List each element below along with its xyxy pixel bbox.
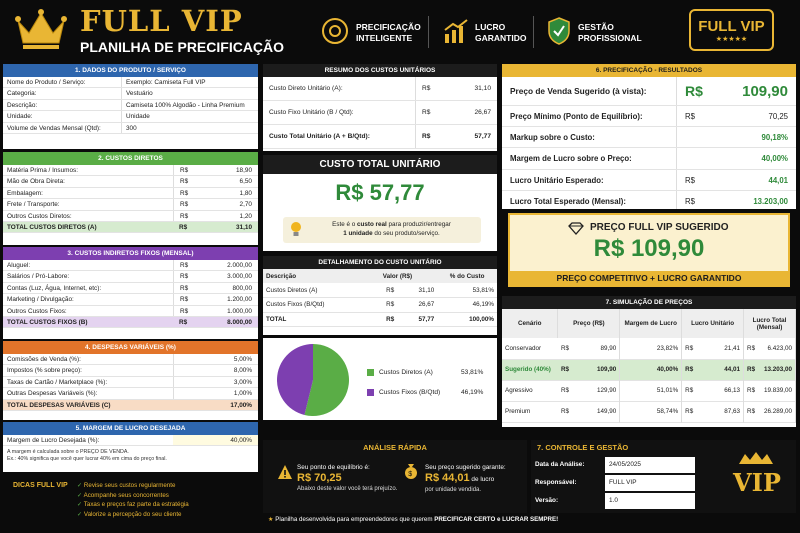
row-label: Lucro Unitário Esperado: (502, 170, 677, 190)
field-value[interactable]: Exemplo: Camiseta Full VIP (121, 77, 258, 87)
breakeven-value: R$ 70,25 (297, 472, 342, 484)
table-row (3, 111, 258, 122)
field-value[interactable]: 300 (121, 123, 258, 133)
currency: R$ (173, 306, 203, 316)
column-header: Preço (R$) (558, 309, 620, 338)
sim-margin: 58,74% (620, 401, 682, 422)
summary-value: 31,10 (474, 85, 491, 92)
tips-title: DICAS FULL VIP (13, 482, 68, 489)
row-label: Nome do Produto / Serviço: (7, 79, 86, 86)
control-input[interactable]: FULL VIP (605, 475, 695, 491)
table-row[interactable] (502, 338, 796, 359)
table-row (3, 306, 258, 317)
legend-swatch (367, 389, 374, 396)
pie-svg (275, 342, 351, 418)
row-label: Responsável: (535, 479, 577, 486)
vip-title: PREÇO FULL VIP SUGERIDO (590, 222, 729, 233)
currency: R$ (415, 125, 445, 148)
result-value: 40,00% (761, 154, 788, 164)
row-label: Versão: (535, 497, 559, 504)
scenario-name: Sugerido (40%) (505, 366, 551, 373)
cost-value: R$ 57,77 (386, 315, 435, 323)
percent-value: 46,19% (472, 301, 494, 309)
sim-margin: 40,00% (620, 359, 682, 380)
column-header: Valor (R$) (358, 269, 437, 283)
shield-icon (548, 17, 570, 45)
row-label: Custo Total Unitário (A + B/Qtd): (269, 133, 370, 140)
sim-margin: 23,82% (620, 338, 682, 359)
cost-input[interactable]: 3.000,00 (227, 273, 252, 281)
total-value: 8.000,00 (227, 318, 252, 326)
summary-value: 26,67 (474, 109, 491, 116)
table-row (3, 88, 258, 99)
variable-expenses-panel (3, 341, 258, 420)
percent-value: 53,81% (472, 286, 494, 294)
cost-input[interactable]: 1,80 (239, 189, 252, 197)
tip-item: ✓ Taxas e preços faz parte da estratégia (77, 501, 189, 508)
cost-input[interactable]: 2,70 (239, 201, 252, 209)
margin-note: A margem é calculada sobre o PREÇO DE VENDA. (7, 449, 129, 456)
row-label: TOTAL DESPESAS VARIÁVEIS (C) (7, 401, 111, 409)
vip-logo: VIP (733, 468, 781, 497)
row-label: Frete / Transporte: (7, 201, 60, 209)
table-row (3, 260, 258, 271)
profit-value: R$ 44,01 (425, 472, 470, 484)
analysis-title: ANÁLISE RÁPIDA (363, 443, 427, 452)
row-label: Aluguel: (7, 262, 31, 269)
control-row (535, 493, 695, 509)
currency: R$ (685, 196, 695, 206)
currency: R$ (173, 294, 203, 304)
result-row (502, 148, 796, 169)
sim-price: R$ 109,90 (558, 359, 620, 380)
scenario-name: Conservador (505, 344, 542, 352)
row-label: Margem de Lucro sobre o Preço: (502, 148, 677, 168)
pricing-results-panel (502, 64, 796, 209)
table-row (3, 165, 258, 176)
feature-management: GESTÃO PROFISSIONAL (578, 22, 642, 43)
divider (428, 16, 429, 48)
field-value[interactable]: Unidade (121, 111, 258, 121)
column-header: % do Custo (437, 269, 497, 283)
result-row (502, 127, 796, 148)
percent-input[interactable]: 5,00% (173, 354, 258, 364)
column-header: Margem de Lucro (620, 309, 682, 338)
check-icon: ✓ (77, 510, 84, 518)
table-row (3, 294, 258, 305)
sim-total: R$ 26.289,00 (744, 401, 796, 422)
row-label: Markup sobre o Custo: (502, 127, 677, 147)
table-row[interactable] (502, 401, 796, 422)
table-row (3, 222, 258, 233)
sim-price: R$ 129,90 (558, 380, 620, 401)
currency: R$ (179, 318, 188, 326)
percent-value: 100,00% (469, 315, 494, 323)
column-header: Lucro Total (Mensal) (744, 309, 796, 338)
footer-text: ★ Planilha desenvolvida para empreendedores que querem PRECIFICAR CERTO e LUCRAR SEMPRE! (268, 516, 559, 523)
row-label: Marketing / Divulgação: (7, 296, 74, 304)
sim-unit: R$ 44,01 (682, 359, 744, 380)
currency: R$ (415, 101, 445, 124)
row-label: TOTAL CUSTOS FIXOS (B) (7, 318, 88, 326)
currency: R$ (173, 260, 203, 270)
control-input[interactable]: 1.0 (605, 493, 695, 509)
feature-pricing: PRECIFICAÇÃO INTELIGENTE (356, 22, 421, 43)
field-value[interactable]: Vestuário (121, 88, 258, 98)
table-row (3, 377, 258, 388)
vip-footer: PREÇO COMPETITIVO + LUCRO GARANTIDO (510, 271, 788, 285)
table-row (3, 176, 258, 187)
vip-price-value: R$ 109,90 (593, 235, 705, 262)
row-label: Comissões de Venda (%): (7, 356, 81, 363)
section-title: 6. PRECIFICAÇÃO - RESULTADOS (502, 64, 796, 77)
section-title: DETALHAMENTO DO CUSTO UNITÁRIO (263, 256, 497, 269)
percent-input[interactable]: 3,00% (173, 377, 258, 387)
total-value: 31,10 (236, 223, 252, 231)
result-row (502, 106, 796, 127)
scenario-name: Agressivo (505, 387, 533, 394)
crown-icon (731, 450, 781, 468)
row-label: Embalagem: (7, 189, 43, 197)
row-label: TOTAL (266, 315, 287, 323)
column-header: Lucro Unitário (682, 309, 744, 338)
currency: R$ (173, 176, 203, 186)
cost-detail-table (263, 256, 497, 335)
card-title: CUSTO TOTAL UNITÁRIO (263, 155, 497, 174)
currency: R$ (179, 223, 188, 231)
summary-row (263, 77, 497, 101)
row-label: Lucro Total Esperado (Mensal): (502, 191, 677, 209)
margin-row: Margem de Lucro Desejada (%): 40,00% (3, 435, 258, 446)
tip-item: ✓ Valorize a percepção do seu cliente (77, 510, 182, 518)
row-label: Custos Fixos (B/Qtd) (266, 301, 325, 309)
table-row (3, 400, 258, 411)
row-label: Categoria: (7, 90, 37, 98)
legend-item: Custos Fixos (B/Qtd) 46,19% (367, 382, 493, 402)
total-unit-cost-card (263, 155, 497, 251)
result-value: 44,01 (768, 175, 788, 185)
cost-input[interactable]: 1.200,00 (227, 296, 252, 304)
currency: R$ (685, 175, 695, 185)
cost-pie-chart (263, 338, 497, 420)
sim-price: R$ 89,90 (558, 338, 620, 359)
table-row (3, 271, 258, 282)
summary-row (263, 125, 497, 149)
margin-input[interactable]: 40,00% (173, 435, 258, 445)
total-unit-cost-value: R$ 57,77 (335, 180, 425, 205)
tips-panel (5, 478, 255, 530)
row-label: Volume de Vendas Mensal (Qtd): (7, 124, 101, 132)
chart-up-icon (443, 18, 469, 44)
summary-value: 57,77 (474, 133, 491, 140)
row-label: Outros Custos Fixos: (7, 307, 67, 315)
table-row[interactable] (502, 380, 796, 401)
row-label: Preço de Venda Sugerido (à vista): (502, 77, 677, 105)
product-data-panel (3, 64, 258, 149)
currency: R$ (415, 77, 445, 100)
tip-item: ✓ Acompanhe seus concorrentes (77, 491, 169, 499)
result-value: 109,90 (742, 83, 788, 100)
control-row (535, 475, 695, 491)
table-row (3, 365, 258, 376)
cost-input[interactable]: 2.000,00 (227, 262, 252, 269)
section-title: 1. DADOS DO PRODUTO / SERVIÇO (3, 64, 258, 77)
row-label: Descrição: (7, 101, 38, 109)
table-row (3, 199, 258, 210)
target-icon (322, 18, 348, 44)
row-label: Impostos (% sobre preço): (7, 367, 82, 375)
percent-input[interactable]: 1,00% (173, 388, 258, 398)
table-row (3, 317, 258, 328)
table-row (3, 77, 258, 88)
result-value: 90,18% (761, 133, 788, 143)
result-value: 70,25 (768, 112, 788, 121)
section-title: RESUMO DOS CUSTOS UNITÁRIOS (263, 64, 497, 77)
result-row (502, 191, 796, 209)
currency: R$ (173, 283, 203, 293)
field-value[interactable]: Camiseta 100% Algodão - Linha Premium (121, 100, 258, 110)
sim-total: R$ 6.423,00 (744, 338, 796, 359)
result-row (502, 170, 796, 191)
price-simulation-panel (502, 296, 796, 427)
table-row (3, 211, 258, 222)
summary-row (263, 101, 497, 125)
cost-input[interactable]: 1.000,00 (227, 307, 252, 315)
app-title: FULL VIP (80, 4, 243, 38)
sim-unit: R$ 87,63 (682, 401, 744, 422)
row-label: TOTAL CUSTOS DIRETOS (A) (7, 223, 97, 231)
row-label: Custo Fixo Unitário (B / Qtd): (269, 109, 354, 116)
legend-item: Custos Diretos (A) 53,81% (367, 362, 493, 382)
cost-input[interactable]: 1,20 (239, 212, 252, 220)
control-panel (531, 440, 796, 513)
table-row[interactable] (502, 359, 796, 380)
cost-value: R$ 26,67 (386, 301, 435, 309)
control-input[interactable]: 24/05/2025 (605, 457, 695, 473)
table-row (3, 283, 258, 294)
currency: R$ (173, 199, 203, 209)
currency (677, 127, 707, 147)
table-row (3, 354, 258, 365)
row-label: Custos Diretos (A) (266, 286, 318, 294)
check-icon: ✓ (77, 491, 84, 499)
row-label: Outros Custos Diretos: (7, 212, 72, 220)
section-title: 7. SIMULAÇÃO DE PREÇOS (502, 296, 796, 309)
row-label: Data da Análise: (535, 461, 585, 468)
info-box: Este é o custo real para produzir/entregar 1 unidade do seu produto/serviço. (283, 217, 481, 243)
table-row (263, 283, 497, 298)
section-title: 4. DESPESAS VARIÁVEIS (%) (3, 341, 258, 354)
quick-analysis-panel: ANÁLISE RÁPIDA Seu ponto de equilíbrio é: R$ 70,25 Abaixo deste valor você terá prejuízo. $ Seu preço sugerido garante: R$ 44,01 de lucro por unidade vendida. (263, 440, 527, 513)
row-label: Matéria Prima / Insumos: (7, 167, 79, 174)
money-bag-icon (403, 462, 419, 480)
section-title: 3. CUSTOS INDIRETOS FIXOS (MENSAL) (3, 247, 258, 260)
sim-unit: R$ 66,13 (682, 380, 744, 401)
check-icon: ✓ (77, 501, 84, 508)
control-row (535, 457, 695, 473)
table-row (263, 312, 497, 327)
currency: R$ (173, 188, 203, 198)
sim-total: R$ 19.839,00 (744, 380, 796, 401)
sim-price: R$ 149,90 (558, 401, 620, 422)
section-title: 5. MARGEM DE LUCRO DESEJADA (3, 422, 258, 435)
cost-input[interactable]: 6,50 (239, 178, 252, 186)
feature-profit: LUCRO GARANTIDO (475, 22, 527, 43)
currency: R$ (173, 271, 203, 281)
header-row (263, 269, 497, 283)
tip-item: ✓ Revise seus custos regularmente (77, 482, 176, 489)
profit-margin-panel (3, 422, 258, 472)
cost-value: R$ 31,10 (386, 286, 435, 294)
row-label: Custo Direto Unitário (A): (269, 85, 343, 92)
currency (677, 148, 707, 168)
sim-total: R$ 13.203,00 (744, 359, 796, 380)
column-header: Descrição (263, 269, 358, 283)
row-label: Mão de Obra Direta: (7, 178, 65, 186)
row-label: Salários / Pró-Labore: (7, 273, 70, 281)
section-title: 2. CUSTOS DIRETOS (3, 152, 258, 165)
currency: R$ (685, 112, 695, 121)
row-label: Unidade: (7, 113, 33, 121)
result-row (502, 77, 796, 106)
currency: R$ (173, 165, 203, 175)
row-label: Contas (Luz, Água, Internet, etc): (7, 284, 102, 292)
direct-costs-panel (3, 152, 258, 245)
vip-price-card (508, 213, 790, 287)
divider (533, 16, 534, 48)
table-row (3, 100, 258, 111)
sim-unit: R$ 21,41 (682, 338, 744, 359)
check-icon: ✓ (77, 482, 84, 489)
table-row (3, 388, 258, 399)
unit-cost-summary (263, 64, 497, 151)
column-header: Cenário (502, 309, 558, 338)
row-label: Preço Mínimo (Ponto de Equilíbrio): (502, 106, 677, 126)
cost-input[interactable]: 18,90 (236, 167, 252, 174)
svg-text:$: $ (408, 471, 413, 478)
row-label: Taxas de Cartão / Marketplace (%): (7, 378, 108, 386)
row-label: Outras Despesas Variáveis (%): (7, 390, 98, 398)
table-row (3, 123, 258, 134)
scenario-name: Premium (505, 408, 531, 415)
full-vip-badge: FULL VIP ★★★★★ (689, 9, 774, 51)
lightbulb-icon (290, 221, 302, 237)
total-value: 17,00% (230, 401, 252, 409)
fixed-costs-panel (3, 247, 258, 339)
table-row (3, 188, 258, 199)
margin-example: Ex.: 40% significa que você quer lucrar 40% em cima do preço final. (7, 456, 167, 463)
percent-input[interactable]: 8,00% (173, 365, 258, 375)
currency: R$ (173, 211, 203, 221)
cost-input[interactable]: 800,00 (232, 284, 252, 292)
currency: R$ (685, 83, 703, 99)
sim-margin: 51,01% (620, 380, 682, 401)
result-value: 13.203,00 (753, 196, 788, 206)
crown-icon (14, 7, 68, 51)
diamond-icon (568, 222, 584, 235)
control-title: 7. CONTROLE E GESTÃO (537, 443, 629, 452)
alert-icon (277, 464, 293, 482)
header-row (502, 309, 796, 338)
header (0, 0, 800, 63)
app-subtitle: PLANILHA DE PRECIFICAÇÃO (80, 39, 285, 55)
table-row (263, 298, 497, 313)
legend-swatch (367, 369, 374, 376)
